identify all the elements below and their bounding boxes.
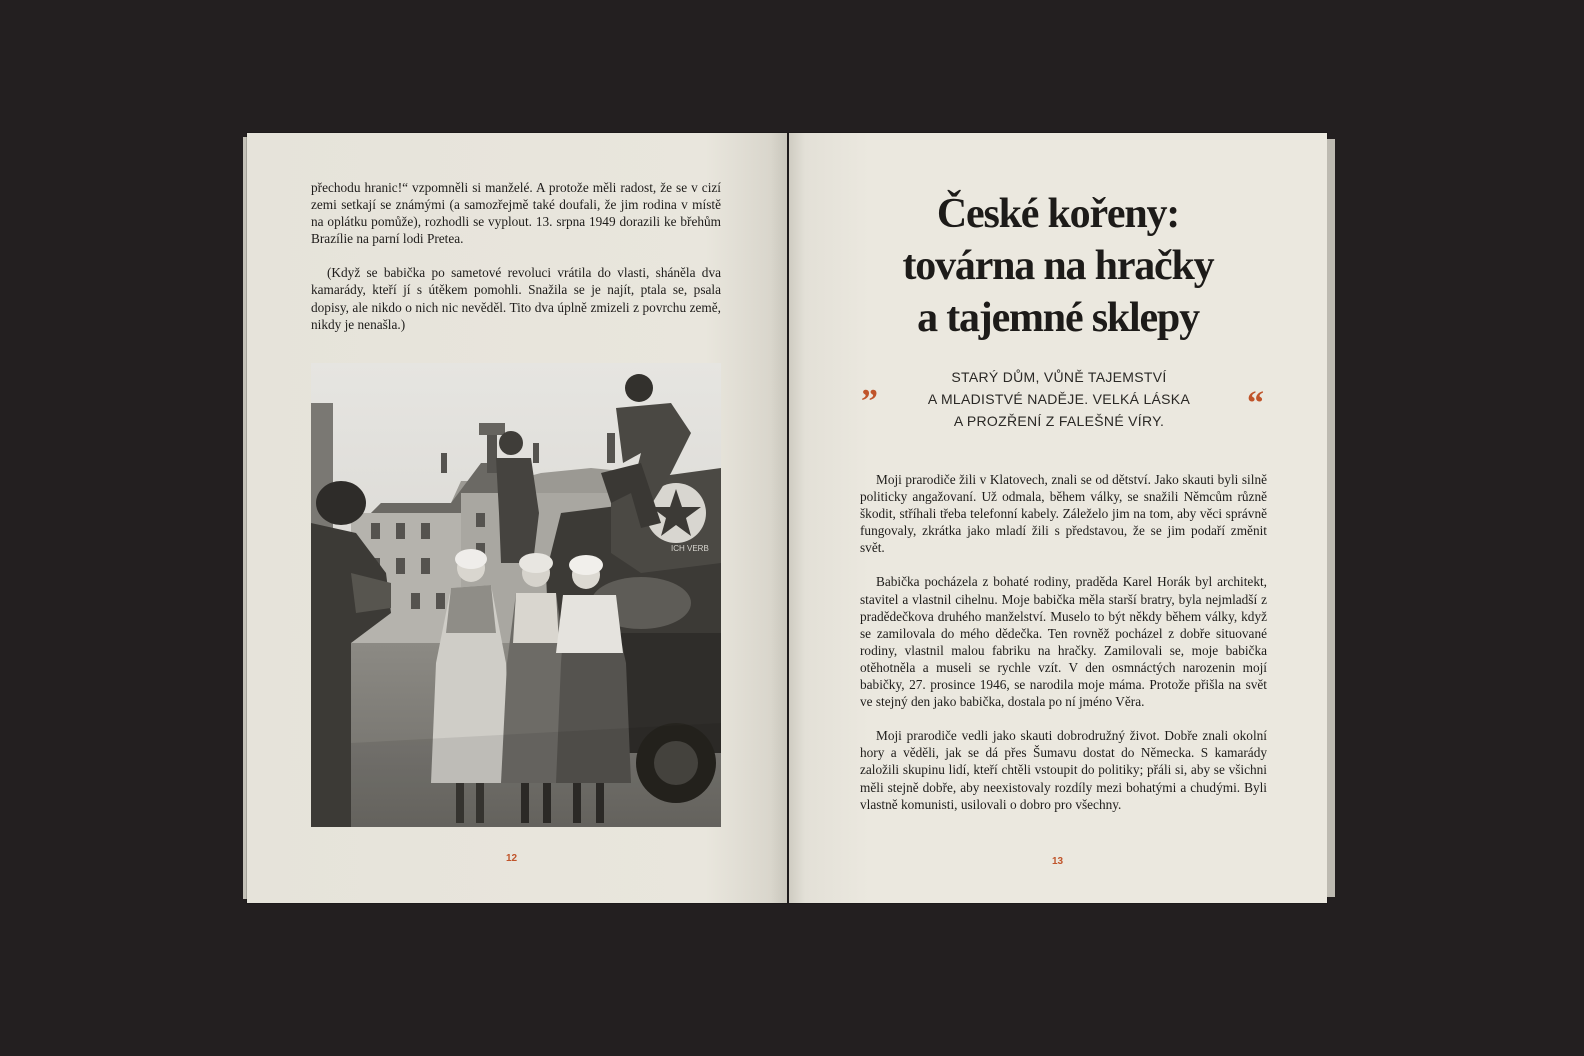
tank-marking: ICH VERB — [671, 544, 709, 553]
chapter-title — [789, 188, 1327, 344]
page-number-right: 13 — [1052, 856, 1064, 867]
book-spread — [247, 133, 1327, 903]
open-quote-mark: ” — [861, 383, 878, 420]
left-paragraph-1: přechodu hranic!“ vzpomněli si manželé. A protože měli radost, že se v cizí zemi setkají se známými (a samozřejmě také doufali, že jim rodina v místě na oplátku pomůže), rozhodli se vyplout. 13. srpna 1949 dorazili ke břehům Brazílie na parní lodi Pretea. — [311, 180, 721, 247]
page-stack-edge-right — [1327, 139, 1335, 897]
historical-photograph — [311, 363, 721, 827]
quote-line-3: A PROZŘENÍ Z FALEŠNÉ VÍRY. — [953, 413, 1165, 429]
right-paragraph-1: Moji prarodiče žili v Klatovech, znali se od dětství. Jako skauti byli silně politicky angažovaní. Už odmala, během války, se snažili Němcům různě škodit, stříhali třeba telefonní kabely. Záleželo jim na tom, aby věci správně fungovaly, zkrátka jako mladí žili s představou, že se jim podaří změnit svět. — [860, 472, 1267, 556]
right-paragraph-2: Babička pocházela z bohaté rodiny, praděda Karel Horák byl architekt, stavitel a vlastnil cihelnu. Moje babička měla starší bratry, byla nejmladší z pradědečkova druhého manželství. Muselo to být někdy během války, když se zamilovala do mého dědečka. Ten rovněž pocházel z dobře situované rodiny, vlastnil malou fabriku na hračky. Zamilovali se, moje babička otěhotněla a museli se rychle vzít. V den osmnáctých narozenin mojí babičky, 27. prosince 1946, se narodila moje máma. Protože přišla na svět ve stejný den jako babička, dostala po ní jméno Věra. — [860, 574, 1267, 710]
pull-quote — [879, 366, 1239, 432]
right-page-text — [860, 471, 1267, 813]
page-number-left: 12 — [506, 853, 518, 864]
right-paragraph-3: Moji prarodiče vedli jako skauti dobrodružný život. Dobře znali okolní hory a věděli, jak se dá přes Šumavu dostat do Německa. S kamarády založili skupinu lidí, kteří chtěli vstoupit do politiky; přáli si, aby se všichni měli stejně dobře, aby neexistovaly rozdíly mezi bohatými a chudými. Byli vlastně komunisti, usilovali o dobro pro všechny. — [860, 728, 1267, 812]
quote-line-2: A MLADISTVÉ NADĚJE. VELKÁ LÁSKA — [927, 391, 1191, 407]
quote-line-1: STARÝ DŮM, VŮNĚ TAJEMSTVÍ — [951, 369, 1167, 385]
right-page — [789, 133, 1327, 903]
left-page-text — [311, 179, 721, 333]
left-paragraph-2: (Když se babička po sametové revoluci vrátila do vlasti, sháněla dva kamarády, kteří jí s útěkem pomohli. Snažila se je najít, ptala se, psala dopisy, ale nikdo o nich nic nevěděl. Tito dva úplně zmizeli z povrchu země, nikdy je nenašla.) — [311, 265, 721, 332]
photograph-image — [311, 363, 721, 827]
title-line-1: České kořeny: — [936, 191, 1180, 237]
left-page — [247, 133, 787, 903]
close-quote-mark: “ — [1247, 385, 1264, 422]
title-line-2: továrna na hračky — [902, 243, 1214, 289]
title-line-3: a tajemné sklepy — [917, 295, 1199, 341]
